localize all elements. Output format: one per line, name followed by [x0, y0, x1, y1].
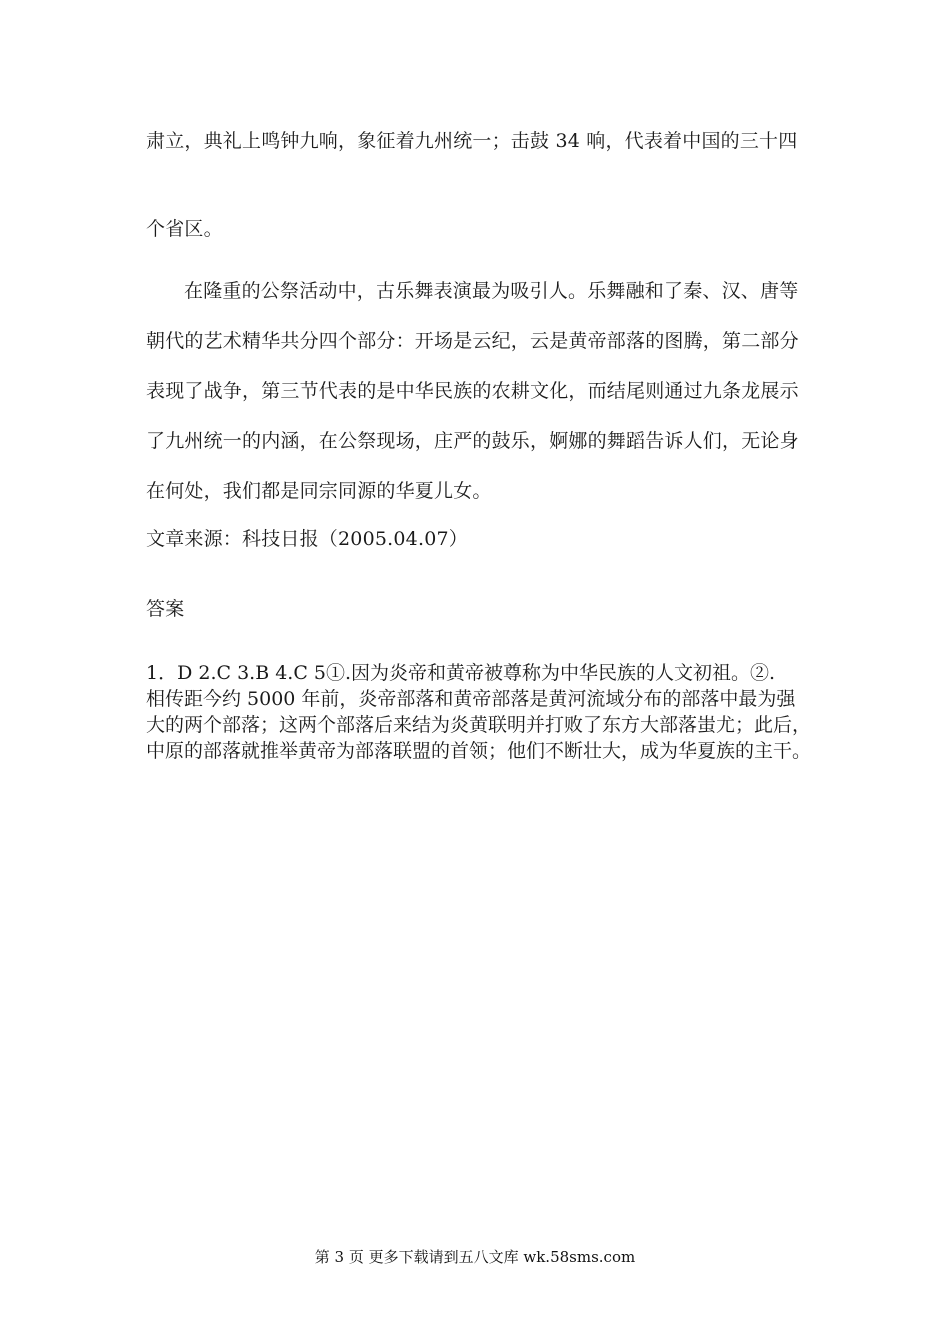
- answer-line-1: 1．D 2.C 3.B 4.C 5①.因为炎帝和黄帝被尊称为中华民族的人文初祖。②.: [146, 662, 776, 684]
- page-footer: 第 3 页 更多下载请到五八文库 wk.58sms.com: [314, 1248, 636, 1266]
- article-line-1: 肃立，典礼上鸣钟九响，象征着九州统一；击鼓 34 响，代表着中国的三十四: [146, 130, 798, 152]
- answers-heading: 答案: [146, 598, 185, 620]
- answer-line-2: 相传距今约 5000 年前，炎帝部落和黄帝部落是黄河流域分布的部落中最为强: [146, 688, 796, 710]
- article-line-5: 表现了战争，第三节代表的是中华民族的农耕文化，而结尾则通过九条龙展示: [146, 380, 799, 402]
- article-line-4: 朝代的艺术精华共分四个部分：开场是云纪，云是黄帝部落的图腾，第二部分: [146, 330, 799, 352]
- article-line-3: 在隆重的公祭活动中，古乐舞表演最为吸引人。乐舞融和了秦、汉、唐等: [184, 280, 799, 302]
- answers-body: [146, 660, 816, 764]
- article-source: 文章来源：科技日报（2005.04.07）: [146, 528, 468, 550]
- answer-line-3: 大的两个部落；这两个部落后来结为炎黄联明并打败了东方大部落蚩尤；此后，: [146, 714, 812, 736]
- answer-line-4: 中原的部落就推举黄帝为部落联盟的首领；他们不断壮大，成为华夏族的主干。: [146, 740, 812, 762]
- article-line-6: 了九州统一的内涵，在公祭现场，庄严的鼓乐，婀娜的舞蹈告诉人们，无论身: [146, 430, 799, 452]
- article-line-2: 个省区。: [146, 218, 223, 240]
- article-line-7: 在何处，我们都是同宗同源的华夏儿女。: [146, 480, 492, 502]
